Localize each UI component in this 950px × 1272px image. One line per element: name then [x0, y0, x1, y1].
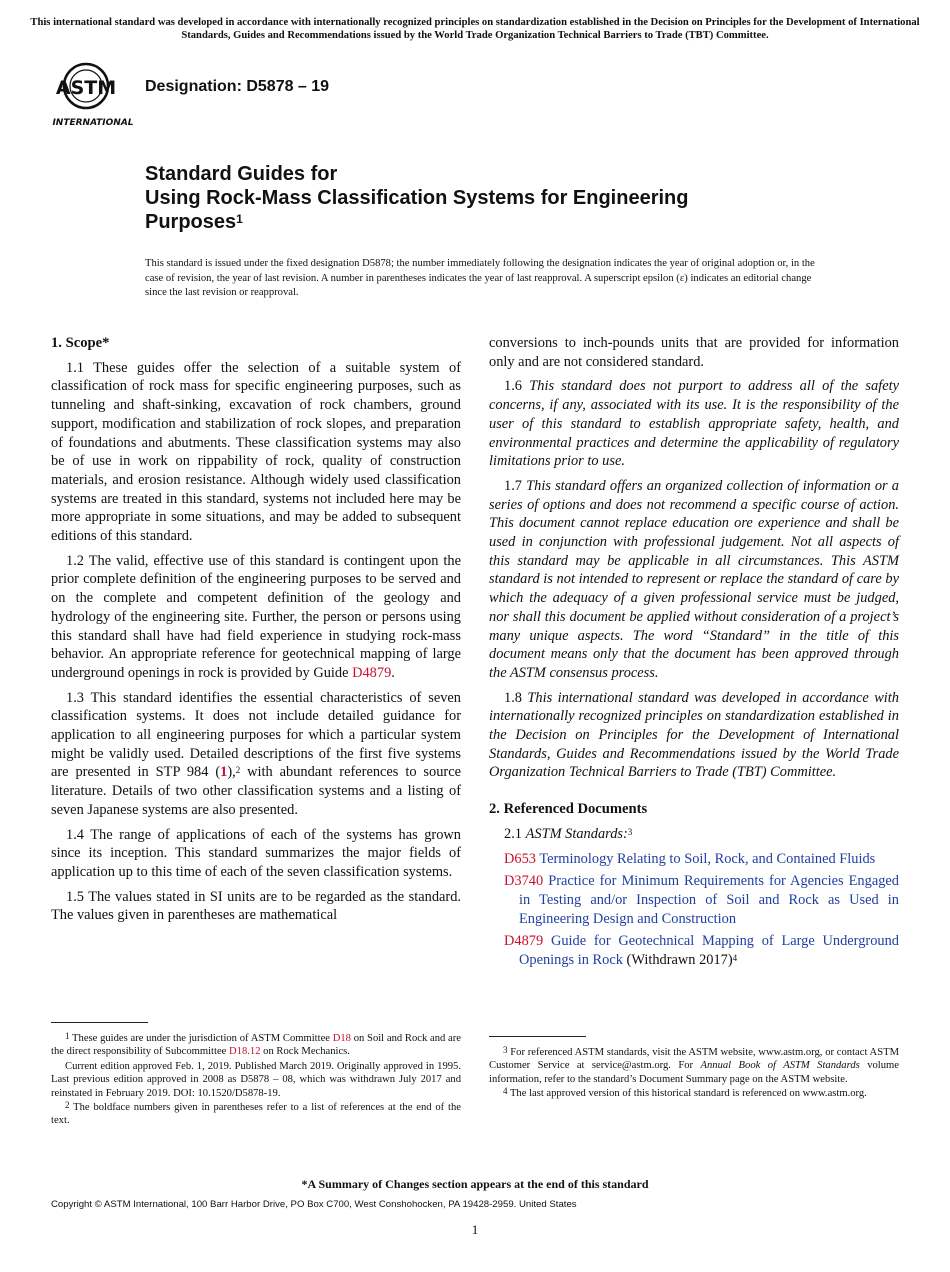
- link-d4879[interactable]: D4879: [352, 664, 392, 681]
- ref-item-d653[interactable]: D653 Terminology Relating to Soil, Rock, and Contained Fluids: [504, 850, 876, 867]
- title-line-2: Using Rock-Mass Classification Systems for Engineering: [145, 187, 689, 209]
- summary-of-changes-note: *A Summary of Changes section appears at the end of this standard: [301, 1177, 649, 1191]
- title-line-3: Purposes$^1$: [145, 211, 243, 233]
- astm-standards-subheading: 2.1 ASTM Standards:$^3$: [504, 825, 633, 842]
- para-1-2: 1.2 The valid, effective use of this standard is contingent upon the prior complete definition of the engineering purposes to be served and on the complete and competent definition of the geology and hydrology of the engineering site. Further, the person or persons using this standard shall have had field experience in studying rock-mass behavior. An appropriate reference for geotechnical mapping of large underground openings in rock is provided by Guide D4879.: [51, 552, 461, 681]
- footnotes-right: [489, 1046, 899, 1102]
- referenced-documents-heading: 2. Referenced Documents: [489, 801, 648, 818]
- issue-note: This standard is issued under the fixed designation D5878; the number immediately following the designation indicates the year of original adoption or, in the case of revision, the year of last revision. A number in parentheses indicates the year of last reapproval. A superscript epsilon (ε) indicates an editorial change since the last revision or reapproval.: [145, 258, 815, 298]
- para-1-7: 1.7 This standard offers an organized collection of information or a series of options and does not recommend a specific course of action. This document cannot replace education ore experience and shall be used in conjunction with professional judgement. Not all aspects of this standard may be applicable in all circumstances. This ASTM standard is not intended to represent or replace the standard of care by which the adequacy of a given professional service must be judged, nor shall this document be applied without consideration of a project’s many unique aspects. The word “Standard” in the title of this document means only that the document has been approved through the ASTM consensus process.: [489, 477, 899, 681]
- astm-logo-icon: [52, 58, 134, 132]
- designation: Designation: D5878 – 19: [145, 78, 330, 95]
- footnote-2: $^2$ The boldface numbers given in parentheses refer to a list of references at the end of the text.: [51, 1100, 461, 1127]
- para-1-1: 1.1 These guides offer the selection of a suitable system of classification of rock mass for specific engineering purposes, such as tunneling and shaft-sinking, excavation of rock chambers, ground support, modification and stabilization of rock slopes, and preparation of foundations and abutments. These classification systems may also be of use in work on rippability of rock, quality of construction materials, and erosion resistance. Although widely used classification systems are treated in this standard, systems not included here may be more appropriate in some situations, and may be added to subsequent editions of this standard.: [51, 359, 461, 545]
- para-1-6: 1.6 This standard does not purport to address all of the safety concerns, if any, associated with its use. It is the responsibility of the user of this standard to establish appropriate safety, health, and environmental practices and determine the applicability of regulatory limitations prior to use.: [489, 378, 899, 470]
- astm-logo: [52, 58, 134, 132]
- para-1-5-start: 1.5 The values stated in SI units are to be regarded as the standard. The values given in parentheses are mathematical: [51, 888, 461, 924]
- title-line-1: Standard Guides for: [145, 163, 338, 185]
- footnote-4: $^4$ The last approved version of this historical standard is referenced on www.astm.org.: [503, 1086, 867, 1100]
- footnote-1-edition: Current edition approved Feb. 1, 2019. Published March 2019. Originally approved in 1995. Last previous edition approved in 2008 as D5878 – 08, which was withdrawn July 2017 and reinstated in February 2019. DOI: 10.1520/D5878-19.: [51, 1060, 461, 1099]
- ref-item-d4879[interactable]: D4879 Guide for Geotechnical Mapping of Large Underground Openings in Rock (Withdrawn 2017)$^4$: [504, 933, 899, 969]
- scope-heading: 1. Scope*: [51, 335, 110, 351]
- footnote-divider-right: [489, 1036, 586, 1037]
- ref-item-d3740[interactable]: D3740 Practice for Minimum Requirements for Agencies Engaged in Testing and/or Inspection of Soil and Rock as Used in Engineering Design and Construction: [504, 873, 899, 927]
- reference-link-1[interactable]: 1: [220, 764, 228, 781]
- title-footnote-mark: 1: [236, 212, 243, 226]
- link-d18[interactable]: D18: [332, 1033, 351, 1044]
- page-number: 1: [471, 1222, 479, 1237]
- copyright: Copyright © ASTM International, 100 Barr Harbor Drive, PO Box C700, West Conshohocken, PA 19428-2959. United States: [51, 1199, 577, 1210]
- para-1-3: 1.3 This standard identifies the essential characteristics of seven classification systems. It does not include detailed guidance for application to all engineering purposes for which a particular system might be validly used. Detailed descriptions of the first five systems are presented in STP 984 (1),$^2$ with abundant references to source literature. Details of two other classification systems and a listing of seven Japanese systems are also presented.: [51, 689, 461, 818]
- right-column: [489, 334, 899, 974]
- top-notice: This international standard was developed in accordance with internationally recognized principles on standardization established in the Decision on Principles for the Development of International Standards, Guides and Recommendations issued by the World Trade Organization Technical Barriers to Trade (TBT) Committee.: [30, 17, 920, 41]
- left-column: [51, 334, 461, 931]
- footnote-divider-left: [51, 1022, 148, 1023]
- svg-text:ASTM: ASTM: [55, 77, 117, 99]
- footnote-3: $^3$ For referenced ASTM standards, visit the ASTM website, www.astm.org, or contact ASTM Customer Service at service@astm.org. For Annual Book of ASTM Standards volume information, refer to the standard’s Document Summary page on the ASTM website.: [489, 1045, 899, 1085]
- para-1-5-continued: conversions to inch-pounds units that are provided for information only and are not considered standard.: [489, 335, 899, 370]
- document-title: [145, 162, 885, 234]
- svg-text:INTERNATIONAL: INTERNATIONAL: [52, 118, 134, 128]
- para-1-8: 1.8 This international standard was developed in accordance with internationally recognized principles on standardization established in the Decision on Principles for the Development of International Standards, Guides and Recommendations issued by the World Trade Organization Technical Barriers to Trade (TBT) Committee.: [489, 689, 899, 781]
- link-d18-12[interactable]: D18.12: [229, 1046, 261, 1058]
- footnote-1: $^1$ These guides are under the jurisdiction of ASTM Committee D18 on Soil and Rock and are the direct responsibility of Subcommittee D18.12 on Rock Mechanics.: [51, 1031, 461, 1058]
- footnotes-left: [51, 1032, 461, 1129]
- para-1-4: 1.4 The range of applications of each of the systems has grown since its inception. This standard summarizes the major fields of application up to this time of each of the seven classification systems.: [51, 826, 461, 880]
